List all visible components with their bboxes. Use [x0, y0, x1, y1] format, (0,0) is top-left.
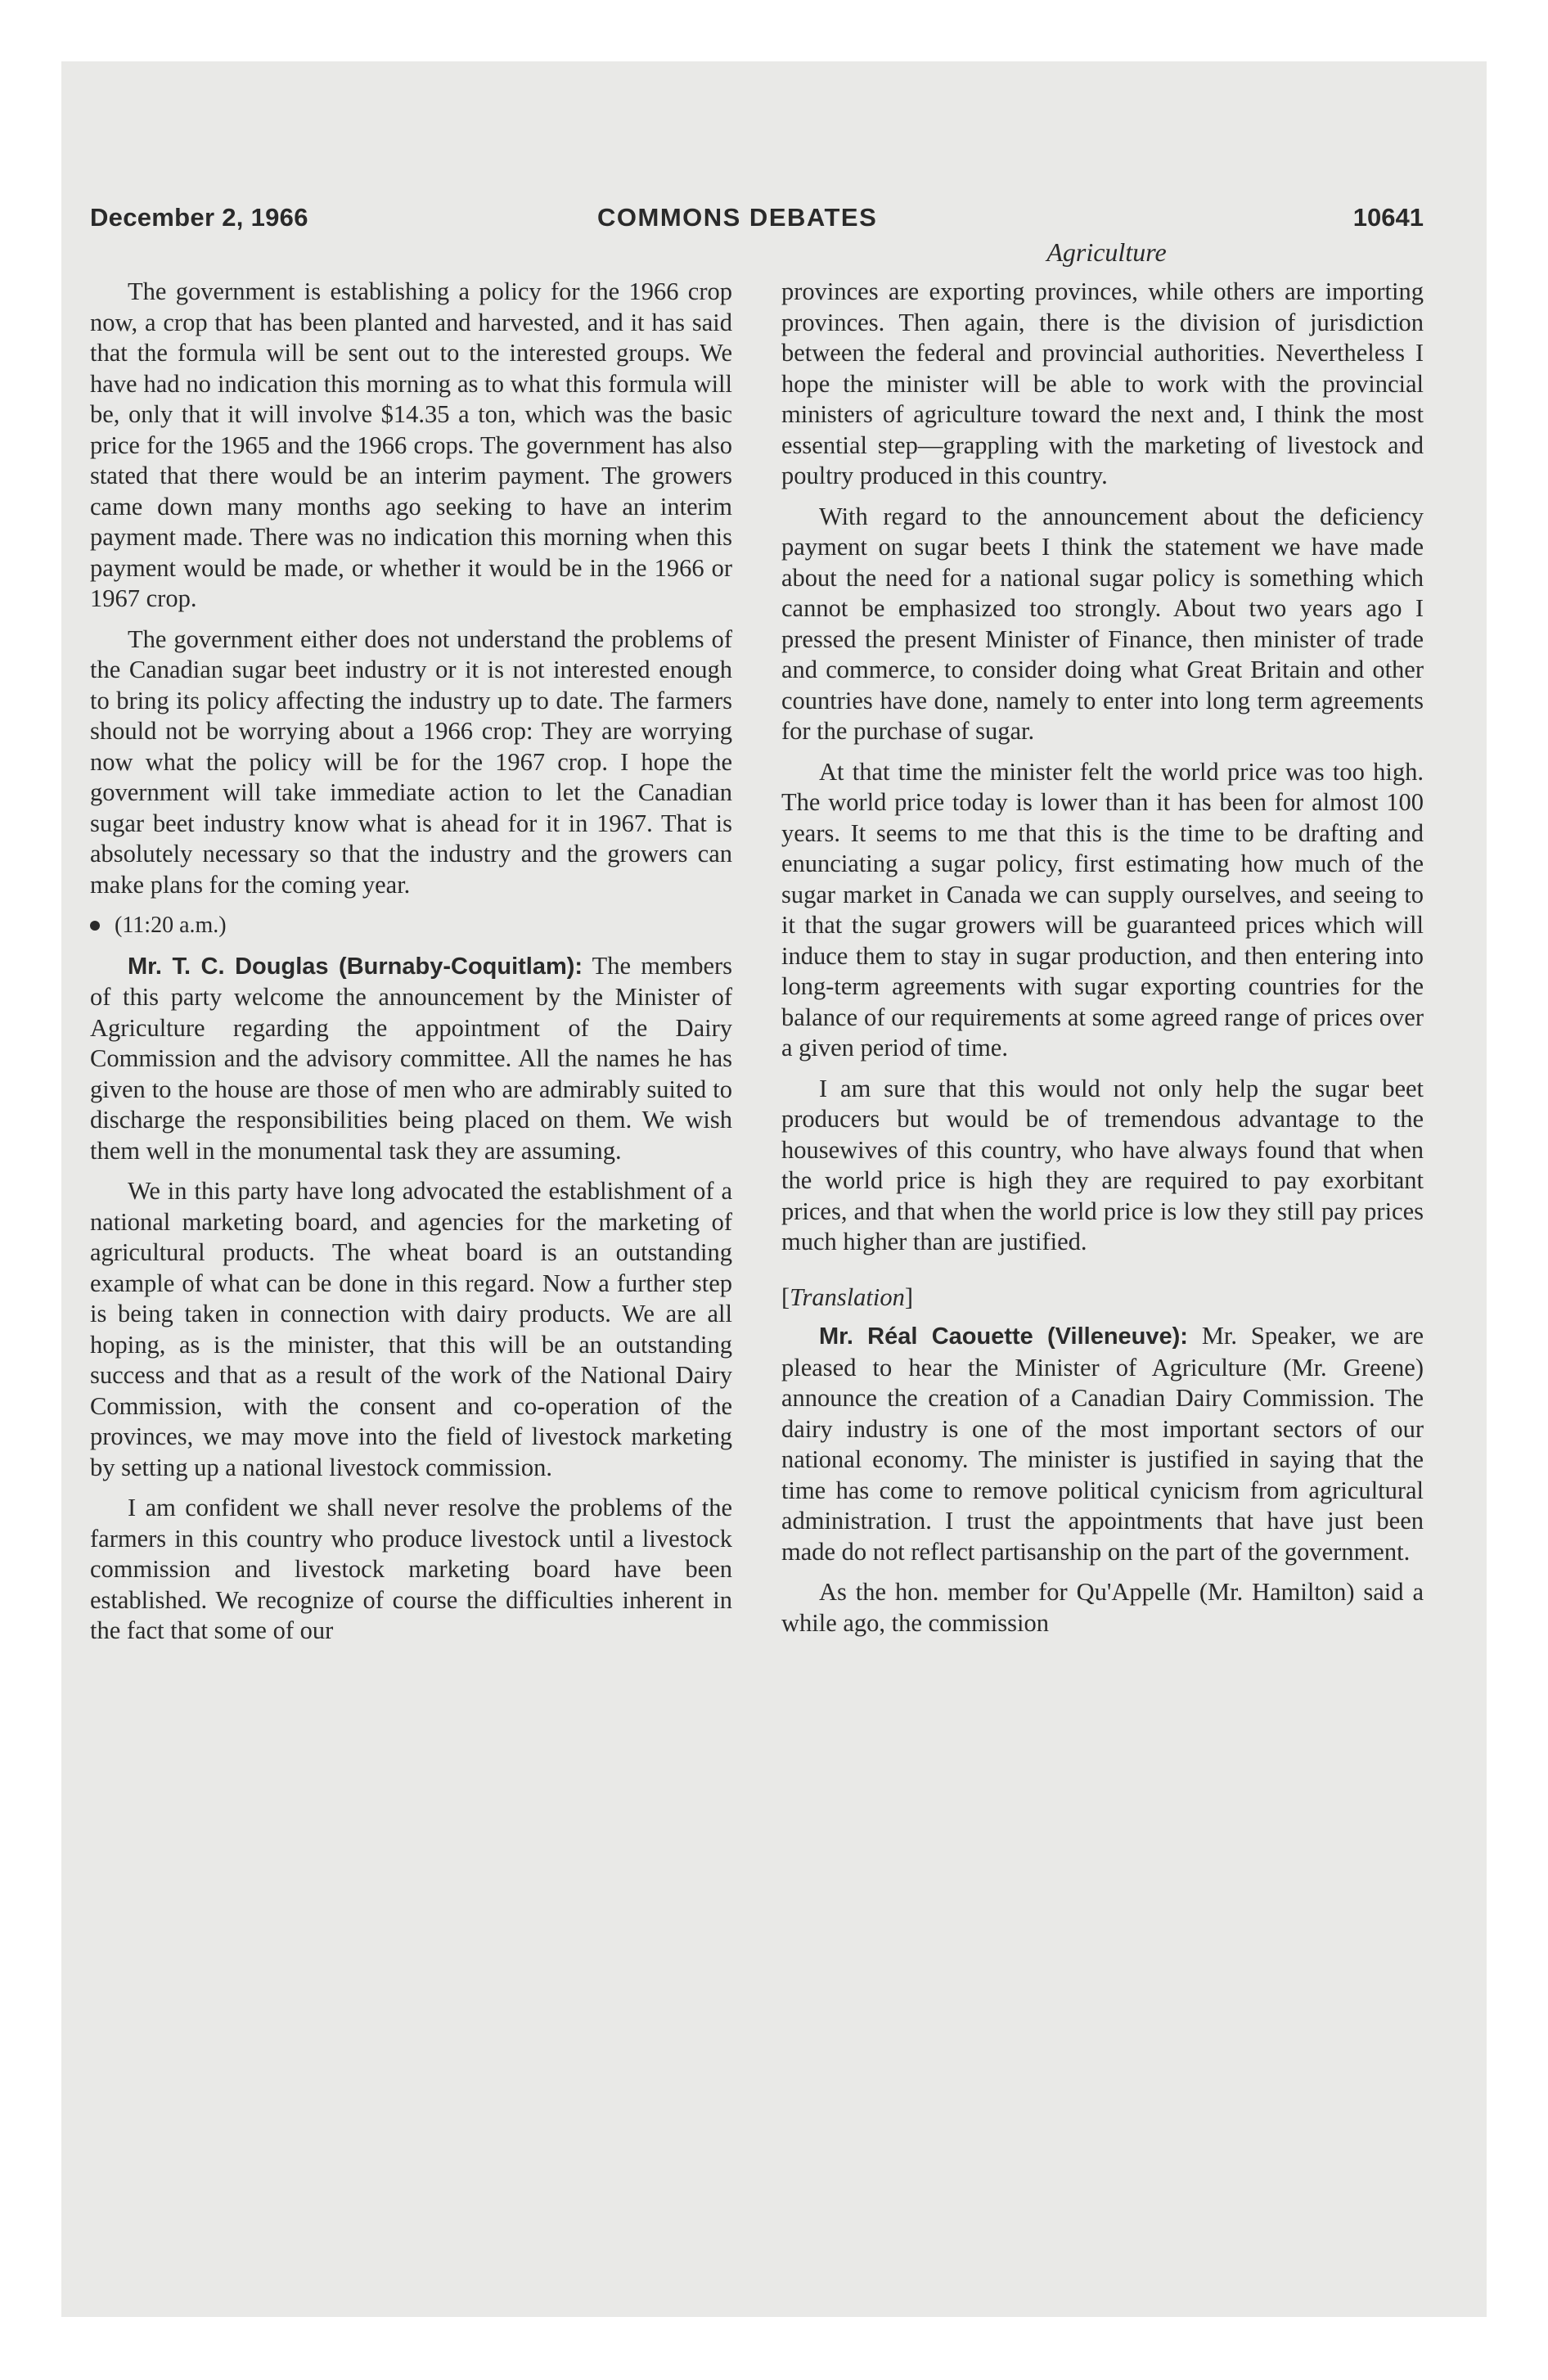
translation-note: [Translation]: [781, 1282, 914, 1311]
speaker-name: Mr. T. C. Douglas (Burnaby-Coquitlam):: [128, 953, 583, 980]
left-paragraph-5: I am confident we shall never resolve the problems of the farmers in this country who produce livestock until a livestock commission and livestock marketing board have been established. We recognize of course the difficulties inherent in the fact that some of our: [90, 1494, 732, 1644]
header-page-number: 10641: [1352, 203, 1424, 232]
page-header: [90, 203, 1424, 241]
left-paragraph-2: The government either does not understand the problems of the Canadian sugar beet industry or it is not interested enough to bring its policy affecting the industry up to date. The farmers should not be worrying about a 1966 crop: They are worrying now what the policy will be for the 1967 crop. I hope the government will take immediate action to let the Canadian sugar beet industry know what is ahead for it in 1967. That is absolutely necessary so that the industry and the growers can make plans for the coming year.: [90, 624, 732, 899]
header-date: December 2, 1966: [90, 203, 308, 232]
timestamp-line: [90, 910, 732, 941]
translation-label: Translation: [790, 1282, 905, 1311]
header-publication: COMMONS DEBATES: [597, 203, 878, 232]
left-column: [90, 277, 732, 1657]
left-paragraph-3: [90, 951, 732, 1167]
right-paragraph-4: I am sure that this would not only help the sugar beet producers but would be of tremendous advantage to the housewives of this country, who have always found that when the world price is high they are required to pay exorbitant prices, and that when the world price is low they still pay prices much higher than are justified.: [781, 1074, 1424, 1255]
right-paragraph-3: At that time the minister felt the world price was too high. The world price today is lower than it has been for almost 100 years. It seems to me that this is the time to be drafting and enunciating a sugar policy, first estimating how much of the sugar market in Canada we can supply ourselves, and seeing to it that the sugar growers will be guaranteed prices which will induce them to stay in sugar production, and then entering into long-term agreements with sugar exporting countries for the balance of our requirements at some agreed range of prices over a given period of time.: [781, 757, 1424, 1062]
right-paragraph-1: provinces are exporting provinces, while others are importing provinces. Then again, there is the division of jurisdiction between the federal and provincial authorities. Nevertheless I hope the minister will be able to work with the provincial ministers of agriculture toward the next and, I think the most essential step—grappling with the marketing of livestock and poultry produced in this country.: [781, 277, 1424, 489]
right-paragraph-5: [781, 1321, 1424, 1567]
right-paragraph-2: With regard to the announcement about the deficiency payment on sugar beets I think the statement we have made about the need for a national sugar policy is something which cannot be emphasized too strongly. About two years ago I pressed the present Minister of Finance, then minister of trade and commerce, to consider doing what Great Britain and other countries have done, namely to enter into long term agreements for the purchase of sugar.: [781, 502, 1424, 745]
right-paragraph-5-text: Mr. Speaker, we are pleased to hear the Minister of Agriculture (Mr. Greene) announce the creation of a Canadian Dairy Commission. The dairy industry is one of the most important sectors of our national economy. The minister is justified in saying that the time has come to remove political cynicism from agricultural administration. I trust the appointments that have just been made do not reflect partisanship on the part of the government.: [781, 1322, 1424, 1566]
section-heading: Agriculture: [1046, 237, 1167, 267]
timestamp: (11:20 a.m.): [115, 913, 227, 938]
right-column: [781, 277, 1424, 1648]
left-paragraph-1: The government is establishing a policy for the 1966 crop now, a crop that has been planted and harvested, and it has said that the formula will be sent out to the interested groups. We have had no indication this morning as to what this formula will be, only that it will involve $14.35 a ton, which was the basic price for the 1965 and the 1966 crops. The government has also stated that there would be an interim payment. The growers came down many months ago seeking to have an interim payment made. There was no indication this morning when this payment would be made, or whether it would be in the 1966 or 1967 crop.: [90, 277, 732, 612]
bullet-icon: [90, 921, 100, 931]
left-paragraph-4: We in this party have long advocated the establishment of a national marketing board, and agencies for the marketing of agricultural products. The wheat board is an outstanding example of what can be done in this regard. Now a further step is being taken in connection with dairy products. We are all hoping, as is the minister, that this will be an outstanding success and that as a result of the work of the National Dairy Commission, with the consent and co-operation of the provinces, we may move into the field of livestock marketing by setting up a national livestock commission.: [90, 1177, 732, 1481]
right-paragraph-6: As the hon. member for Qu'Appelle (Mr. Hamilton) said a while ago, the commission: [781, 1578, 1424, 1637]
left-paragraph-3-text: The members of this party welcome the announcement by the Minister of Agriculture regarding the appointment of the Dairy Commission and the advisory committee. All the names he has given to the house are those of men who are admirably suited to discharge the responsibilities being placed on them. We wish them well in the monumental task they are assuming.: [90, 951, 733, 1165]
speaker-name: Mr. Réal Caouette (Villeneuve):: [819, 1323, 1188, 1350]
